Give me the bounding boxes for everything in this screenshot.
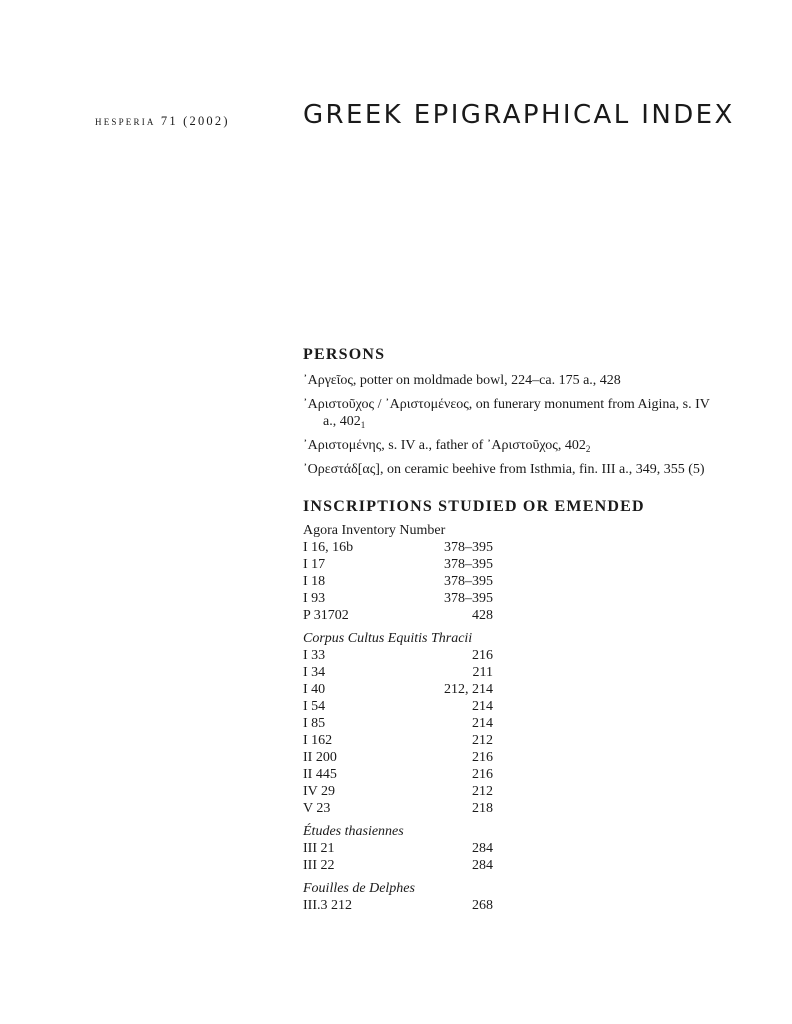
index-row <box>303 766 493 783</box>
inscription-ref: I 40 <box>303 682 326 697</box>
page-refs: 428 <box>472 608 493 623</box>
person-entry <box>303 396 723 430</box>
inscription-ref: I 54 <box>303 699 326 714</box>
inscription-ref: P 31702 <box>303 608 349 623</box>
index-row <box>303 647 493 664</box>
page-refs: 214 <box>472 699 493 714</box>
page-refs: 378–395 <box>444 591 493 606</box>
page-refs: 212 <box>472 784 493 799</box>
inscription-ref: II 445 <box>303 767 337 782</box>
inscription-ref: I 93 <box>303 591 326 606</box>
group-title: Études thasiennes <box>303 824 404 839</box>
person-entry: ᾿Αργεῖος, potter on moldmade bowl, 224–ca. 175 a., 428 <box>303 373 621 388</box>
index-row <box>303 698 493 715</box>
index-row <box>303 664 493 681</box>
group-title: Corpus Cultus Equitis Thracii <box>303 631 473 646</box>
inscription-ref: I 16, 16b <box>303 540 354 555</box>
inscription-ref: II 200 <box>303 750 337 765</box>
inscription-ref: I 85 <box>303 716 326 731</box>
inscription-group <box>303 630 723 817</box>
inscription-ref: V 23 <box>303 801 331 816</box>
inscription-group <box>303 522 723 624</box>
inscription-ref: I 162 <box>303 733 333 748</box>
page-refs: 218 <box>472 801 493 816</box>
inscription-ref: I 34 <box>303 665 326 680</box>
inscription-ref: III 21 <box>303 841 335 856</box>
index-row <box>303 749 493 766</box>
index-row <box>303 539 493 556</box>
index-row <box>303 800 493 817</box>
inscription-ref: IV 29 <box>303 784 336 799</box>
page-refs: 284 <box>472 858 493 873</box>
inscription-group <box>303 880 723 914</box>
footnote-subscript: 1 <box>360 420 366 430</box>
group-title: Agora Inventory Number <box>303 523 446 538</box>
running-head: hesperia 71 (2002) <box>95 114 230 128</box>
index-row <box>303 857 493 874</box>
inscription-ref: I 33 <box>303 648 326 663</box>
index-row <box>303 607 493 624</box>
inscription-ref: III.3 212 <box>303 898 352 913</box>
page-title: GREEK EPIGRAPHICAL INDEX <box>303 100 735 130</box>
inscription-ref: I 18 <box>303 574 326 589</box>
inscriptions-heading: INSCRIPTIONS STUDIED OR EMENDED <box>303 498 645 515</box>
person-entry: ᾿Ορεστάδ[ας], on ceramic beehive from Isthmia, fin. III a., 349, 355 (5) <box>303 462 705 477</box>
persons-heading: PERSONS <box>303 346 386 363</box>
index-row <box>303 783 493 800</box>
index-row <box>303 840 493 857</box>
person-entry <box>303 437 723 454</box>
person-entry-text: ᾿Αριστομένης, s. IV a., father of ᾿Αριστοῦχος, 402 <box>303 438 586 453</box>
index-row <box>303 732 493 749</box>
inscription-group <box>303 823 723 874</box>
index-row <box>303 681 493 698</box>
index-row <box>303 715 493 732</box>
index-row <box>303 556 493 573</box>
index-row <box>303 590 493 607</box>
footnote-subscript: 2 <box>585 444 591 454</box>
page-refs: 378–395 <box>444 574 493 589</box>
page-refs: 378–395 <box>444 540 493 555</box>
inscription-ref: III 22 <box>303 858 335 873</box>
page-refs: 214 <box>472 716 493 731</box>
page-refs: 216 <box>472 648 493 663</box>
index-content <box>303 346 723 914</box>
page-refs: 284 <box>472 841 493 856</box>
index-row <box>303 573 493 590</box>
page-refs: 216 <box>472 767 493 782</box>
inscription-ref: I 17 <box>303 557 326 572</box>
page-refs: 378–395 <box>444 557 493 572</box>
page-refs: 211 <box>472 665 493 680</box>
page-refs: 212, 214 <box>444 682 493 697</box>
page-refs: 268 <box>472 898 493 913</box>
person-entry-text: ᾿Αριστοῦχος / ᾿Αριστομένεος, on funerary monument from Aigina, s. IV a., 402 <box>303 397 710 429</box>
group-title: Fouilles de Delphes <box>303 881 415 896</box>
page-refs: 216 <box>472 750 493 765</box>
index-row <box>303 897 493 914</box>
page-refs: 212 <box>472 733 493 748</box>
